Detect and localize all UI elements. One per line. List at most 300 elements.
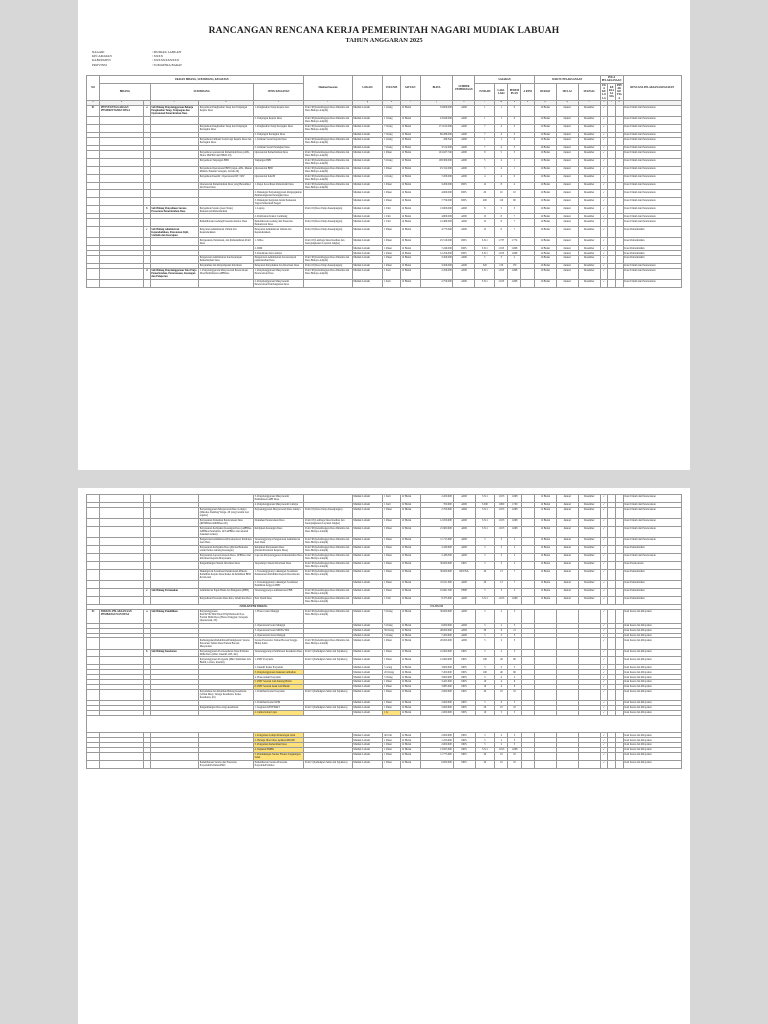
row-pihak-ketiga <box>616 518 624 526</box>
row-manfaat: Point 38 (Kelembagaan Desa Dinamis dan Desa Budaya Adaptif) <box>304 638 352 649</box>
row-uraian: 2. Operasional Guru Mengaji <box>253 623 303 628</box>
row-biaya: 12.250.000 <box>420 251 453 256</box>
row-pihak-ketiga <box>615 206 623 214</box>
table-row <box>87 657 682 665</box>
row-rencana: Kaur Umum dan Perencanaan <box>623 507 681 518</box>
row-jumlah: 12 <box>475 182 495 190</box>
table-row <box>87 182 682 190</box>
row-manfaat: Point 38 (Kelembagaan Desa Dinamis dan Desa Budaya Adaptif) <box>304 545 352 553</box>
row-bidang <box>100 158 144 166</box>
row-satuan: 12 Bulan <box>400 665 420 670</box>
row-satuan: 12 Bulan <box>400 596 420 604</box>
row-volume: 20 Orang <box>383 670 401 675</box>
row-rencana: Kaur Umum dan Perencanaan <box>623 502 681 507</box>
header-group: URAIAN BIDANG, SUB BIDANG, KEGIATAN <box>100 75 304 83</box>
row-jenis: Penyediaan Sarana (Aset Tetap) Perkantoran/Pemerintahan <box>198 206 253 214</box>
row-laki: 4 <box>495 132 508 137</box>
row-swakelola: ✓ <box>600 246 608 251</box>
row-laki: 110 <box>495 198 508 206</box>
row-sumber: ADD <box>453 518 475 526</box>
row-jumlah: 30 <box>475 628 495 633</box>
row-mulai: Januari <box>556 158 578 166</box>
row-satuan: 12 Bulan <box>400 124 420 132</box>
row-satuan: 12 Bulan <box>400 116 420 124</box>
row-manfaat <box>304 279 352 287</box>
row-rencana: Kasi Kesra dan Pelayanan <box>623 738 681 743</box>
table-row <box>87 116 682 124</box>
row-jenis: Pengelolaan/Administrasi/Inventarisasi/ Penilaian Aset Desa <box>199 538 252 545</box>
row-mulai: Januari <box>556 124 578 132</box>
row-bidang <box>100 116 144 124</box>
row-jenis: Penyediaan Insentif / Operasional RT / RW <box>198 174 253 182</box>
row-durasi: 12 Bulan <box>534 545 556 553</box>
row-sumber: ADD <box>453 150 475 158</box>
row-satuan: 12 Bulan <box>400 145 420 150</box>
row-volume: 5 Orang <box>383 158 401 166</box>
row-swakelola: ✓ <box>600 219 608 227</box>
row-sumber: ADD <box>453 263 475 268</box>
row-volume: 5 Orang <box>383 609 401 623</box>
row-sub-bidang <box>150 760 198 768</box>
row-biaya: 5.000.000 <box>420 705 453 710</box>
row-sub-no <box>144 238 151 246</box>
row-sumber: ADD <box>453 116 475 124</box>
row-sumber: ADD <box>453 227 475 238</box>
row-mulai: Januari <box>556 166 578 174</box>
row-mulai: Januari <box>556 182 578 190</box>
row-sub-no <box>144 545 151 553</box>
row-manfaat: Point 38 (Kelembagaan Desa Dinamis dan Desa Budaya Adaptif) <box>304 137 352 145</box>
row-pihak-ketiga <box>616 609 624 623</box>
row-biaya: 4.800.000 <box>420 214 453 219</box>
row-volume: 1 Kali <box>383 279 401 287</box>
row-satuan: 12 Bulan <box>400 760 420 768</box>
row-no <box>87 206 100 214</box>
row-sub-no <box>144 561 151 569</box>
row-biaya: 33.600.000 <box>420 105 453 116</box>
row-perempuan: 7 <box>508 214 521 219</box>
document-title: RANCANGAN RENCANA KERJA PEMERINTAH NAGARI MUDIAK LABUAH <box>208 26 560 36</box>
row-jumlah: 4 <box>475 174 495 182</box>
row-sub-bidang <box>150 158 198 166</box>
row-sub-no <box>144 279 151 287</box>
row-no <box>87 561 100 569</box>
row-sub-no <box>144 124 151 132</box>
row-jenis <box>198 580 253 588</box>
row-swakelola: ✓ <box>600 495 608 503</box>
row-uraian: Pelayanan Administrasi Umum dan Kependudukan <box>253 227 303 238</box>
row-volume: 1 Kali <box>383 495 401 503</box>
row-jenis: Pembangunan/Rehabilitasi/Peningkatan/ Sarana Prasarana Taman Desa/Taman Bacaan Masyarakat <box>198 638 253 649</box>
row-swakelola: ✓ <box>600 561 608 569</box>
row-biaya: 80.286.000 <box>420 132 453 137</box>
row-jenis: Penyusunan Laporan Kepala Desa, LPPDesa dan Informasi Kepada Masyarakat <box>198 553 253 561</box>
plan-table-page-2 <box>86 494 682 769</box>
row-bidang <box>100 588 144 596</box>
row-laki: 3 <box>495 537 508 545</box>
row-perempuan: 2 <box>508 561 521 569</box>
row-rencana: Kaur Umum dan Perencanaan <box>623 495 681 503</box>
row-durasi: 12 Bulan <box>534 246 556 251</box>
row-sumber: ADD <box>453 214 475 219</box>
row-durasi: 12 Bulan <box>534 158 556 166</box>
row-artm <box>521 158 534 166</box>
row-biaya: 21.900.000 <box>420 526 453 537</box>
table-row <box>87 495 682 503</box>
row-manfaat: Point 38 (Kelembagaan Desa Dinamis dan Desa Budaya Adaptif) <box>304 124 352 132</box>
row-lokasi: Mudiak Labuah <box>352 638 383 649</box>
row-biaya: 25.312.000 <box>420 166 453 174</box>
row-lokasi: Mudiak Labuah <box>352 628 383 633</box>
row-volume: 1 Paket <box>383 700 401 705</box>
row-kerjasama <box>608 279 616 287</box>
row-swakelola: ✓ <box>600 609 608 623</box>
row-durasi: 12 Bulan <box>534 537 556 545</box>
row-sub-bidang <box>150 752 198 760</box>
row-durasi <box>534 689 556 700</box>
row-uraian: 1. Penyelenggaraan Musyawarah Perencanaan Desa <box>253 268 303 279</box>
row-selesai: Desember <box>578 174 600 182</box>
row-artm <box>521 124 534 132</box>
row-selesai: Desember <box>578 145 600 150</box>
row-perempuan: 0 <box>508 174 521 182</box>
row-mulai: Januari <box>556 537 578 545</box>
row-durasi: 12 Bulan <box>534 596 556 604</box>
row-lokasi: Mudiak Labuah <box>352 507 383 518</box>
row-manfaat: Point 38 (Kelembagaan Desa Dinamis dan Desa Budaya Adaptif) <box>304 150 352 158</box>
table-row <box>87 198 682 206</box>
row-perempuan: 0 <box>508 137 521 145</box>
row-mulai: Januari <box>556 246 578 251</box>
row-pihak-ketiga <box>616 553 624 561</box>
row-pihak-ketiga <box>616 526 624 537</box>
row-volume: 1 Paket <box>383 545 401 553</box>
row-swakelola: ✓ <box>600 182 608 190</box>
row-laki: 5 <box>495 206 508 214</box>
row-lokasi: Mudiak Labuah <box>352 166 383 174</box>
row-jumlah: 3.511 <box>475 238 495 246</box>
row-perempuan: 1.698 <box>508 246 521 251</box>
row-manfaat: Point 38 (Kelembagaan Desa Dinamis dan Desa Budaya Adaptif) <box>304 553 352 561</box>
row-manfaat: Point 38 (Kelembagaan Desa Dinamis dan Desa Budaya Adaptif) <box>304 105 352 116</box>
row-swakelola: ✓ <box>600 752 608 760</box>
row-swakelola: ✓ <box>600 700 608 705</box>
row-artm <box>521 537 534 545</box>
row-volume: 1 Unit <box>383 219 401 227</box>
row-swakelola: ✓ <box>600 623 608 628</box>
row-durasi: 12 Bulan <box>534 561 556 569</box>
row-lokasi: Mudiak Labuah <box>352 124 383 132</box>
row-biaya: 2.000.000 <box>420 700 453 705</box>
row-satuan: 12 Bulan <box>400 263 420 268</box>
row-selesai: Desember <box>578 588 600 596</box>
row-satuan: 12 Bulan <box>400 680 420 685</box>
row-jumlah: 5 <box>475 553 495 561</box>
row-satuan: 12 Bulan <box>400 526 420 537</box>
row-jenis: Penyusunan Kebijakan Desa (Perdes/Perkades selain Perdes tentang Keuangan) <box>198 545 253 553</box>
row-jenis: Penyusunan, Pendataan, dan Pemutakhiran Profil Desa <box>198 238 253 246</box>
row-laki: 3 <box>495 256 508 264</box>
row-satuan: 12 Bulan <box>400 206 420 214</box>
header-perempuan: PEREMPUAN <box>508 83 521 100</box>
row-sumber: DDS <box>453 657 475 665</box>
row-manfaat: Point 3 (Kehidupan Sehat dan Sejahtera) <box>304 705 352 710</box>
row-swakelola: ✓ <box>600 150 608 158</box>
row-volume: 1 Orang <box>383 137 401 145</box>
table-row <box>87 219 682 227</box>
row-biaya: 13.000.000 <box>420 206 453 214</box>
row-sumber: ADD <box>453 545 475 553</box>
row-swakelola: ✓ <box>600 132 608 137</box>
row-jenis: Penyediaan Penghasilan Tetap dan Tunjangan Kepala Desa <box>198 105 253 116</box>
row-sumber: ADD <box>453 628 475 633</box>
row-artm <box>521 609 534 623</box>
row-lokasi: Mudiak Labuah <box>352 752 383 760</box>
header-durasi: DURASI <box>534 83 556 100</box>
row-satuan: 12 Bulan <box>400 569 420 580</box>
row-uraian: Terselenggaranya Pembinaan Kesehatan Desa <box>253 649 303 657</box>
row-mulai: Januari <box>556 116 578 124</box>
row-manfaat: Point 18 (Lembaga Desa Kualitas dan Keterjangkauan Layanan Jangka) <box>304 518 352 526</box>
row-perempuan: 6 <box>508 684 521 689</box>
row-sumber: DDS <box>453 246 475 251</box>
row-sumber: ADD <box>453 596 475 604</box>
row-sub-bidang <box>150 526 198 537</box>
row-uraian: 1. Penghasilan Tetap Kepala desa <box>253 105 303 116</box>
row-satuan: 12 Bulan <box>400 158 420 166</box>
row-satuan: 12 Bulan <box>400 752 420 760</box>
row-biaya: 3.600.000 <box>420 665 453 670</box>
row-rencana: Kaur Umum dan Perencanaan <box>623 537 681 545</box>
row-mulai: Januari <box>556 150 578 158</box>
row-jenis: Penyuluhan dan Pelatihan Bidang Kesehatan (Untuk Masy, Tenaga Kesehatan, Kader Kesehatan, dll) <box>198 689 253 700</box>
row-volume: 40 Unit <box>383 733 401 738</box>
row-swakelola: ✓ <box>600 526 608 537</box>
row-laki: 3 <box>495 561 508 569</box>
row-uraian: 3. Operasional Guru MDTA/TPA <box>253 628 303 633</box>
row-rencana: Kaur Pemerintahan <box>623 238 681 246</box>
row-no <box>87 150 100 158</box>
row-artm <box>521 198 534 206</box>
row-bidang <box>100 537 144 545</box>
row-volume: 1 Paket <box>383 588 401 596</box>
row-no <box>87 580 100 588</box>
row-durasi: 12 Bulan <box>534 507 556 518</box>
row-biaya: 10.961.500 <box>420 588 453 596</box>
row-durasi <box>534 649 556 657</box>
row-volume: 1 Paket <box>383 569 401 580</box>
row-sub-no <box>144 689 151 700</box>
row-jumlah: 3.511 <box>475 747 495 752</box>
row-jenis <box>198 190 253 198</box>
row-jumlah: 20 <box>475 580 495 588</box>
row-jumlah: 5 <box>475 158 495 166</box>
row-pihak-ketiga <box>616 689 624 700</box>
row-pihak-ketiga <box>615 279 623 287</box>
row-sumber: ADD <box>453 507 475 518</box>
row-sub-bidang: Sub Bidang Penyelenggaraan Tata Praja Pemerintahan, Perencanaan, Keuangan dan Pelaporan <box>150 268 198 279</box>
row-volume: 1 Paket <box>383 227 401 238</box>
table-row <box>87 174 682 182</box>
row-sub-no <box>144 495 151 503</box>
row-swakelola: ✓ <box>600 738 608 743</box>
row-selesai <box>578 609 600 623</box>
row-manfaat: Point 38 (Kelembagaan Desa Dinamis dan Desa Budaya Adaptif) <box>304 182 352 190</box>
row-biaya: 3.425.000 <box>420 680 453 685</box>
row-sumber: DDS <box>453 561 475 569</box>
row-satuan: 12 Bulan <box>400 623 420 628</box>
row-laki: 1.813 <box>495 268 508 279</box>
row-manfaat: Point 38 (Kelembagaan Desa Dinamis dan Desa Budaya Adaptif) <box>304 174 352 182</box>
row-kerjasama <box>608 752 616 760</box>
row-durasi: 12 Bulan <box>534 214 556 219</box>
row-uraian: 2. Dukungan Penyelenggaraan Pengangkutan Pemberangkatan Perangkat Desa <box>253 190 303 198</box>
row-manfaat <box>304 495 352 503</box>
table-row <box>87 227 682 238</box>
row-uraian: 5. PMT Sasaran Gizi Kurang Balita <box>253 680 303 685</box>
header-no: NO <box>87 75 100 100</box>
row-laki: 1.813 <box>495 246 508 251</box>
row-kerjasama <box>608 561 616 569</box>
row-laki: 4 <box>495 680 508 685</box>
row-biaya: 2.000.000 <box>420 710 453 715</box>
row-biaya: 6.000.000 <box>420 623 453 628</box>
row-sumber: ADD <box>453 137 475 145</box>
column-number: k <box>453 101 475 106</box>
row-rencana: Kasi Kesra dan Pelayanan <box>623 609 681 623</box>
row-sub-bidang <box>150 238 198 246</box>
row-pihak-ketiga <box>616 638 624 649</box>
row-satuan: 12 Bulan <box>400 700 420 705</box>
row-swakelola: ✓ <box>600 507 608 518</box>
row-selesai: Desember <box>578 219 600 227</box>
row-swakelola: ✓ <box>600 760 608 768</box>
table-row <box>87 105 682 116</box>
row-satuan: 12 Bulan <box>400 198 420 206</box>
row-sumber: DDS <box>453 689 475 700</box>
row-perempuan: 5 <box>508 665 521 670</box>
row-mulai: Januari <box>556 137 578 145</box>
row-pihak-ketiga <box>616 596 624 604</box>
row-kerjasama <box>608 238 616 246</box>
row-manfaat: Point 38 (Kelembagaan Desa Dinamis dan Desa Budaya Adaptif) <box>304 158 352 166</box>
row-mulai: Januari <box>556 174 578 182</box>
row-rencana: Kaur Umum dan Perencanaan <box>623 158 681 166</box>
row-artm <box>521 182 534 190</box>
row-selesai <box>578 649 600 657</box>
row-manfaat: Point 18 (Desa Tanpa Kesenjangan) <box>304 507 352 518</box>
row-biaya: 101.627.740 <box>420 150 453 158</box>
row-sumber: ADD <box>453 219 475 227</box>
row-rencana: Kaur Umum dan Perencanaan <box>623 124 681 132</box>
row-no <box>87 526 100 537</box>
row-laki: 5 <box>495 710 508 715</box>
row-lokasi: Mudiak Labuah <box>352 684 383 689</box>
row-jumlah: 8 <box>475 206 495 214</box>
row-manfaat: Point 18 (Desa Tanpa Kesenjangan) <box>304 219 352 227</box>
row-volume: 4 Orang <box>383 174 401 182</box>
row-rencana: Kasi Kesra dan Pelayanan <box>623 633 681 638</box>
row-jenis <box>198 752 253 760</box>
row-uraian: 2. IDM <box>253 246 303 251</box>
row-swakelola: ✓ <box>600 747 608 752</box>
row-kerjasama <box>608 219 616 227</box>
row-swakelola: ✓ <box>600 684 608 689</box>
row-selesai: Desember <box>578 251 600 256</box>
row-perempuan: 10 <box>508 705 521 710</box>
row-uraian: Pemeliharaan Sarana Prasarana Posyandu/Polindes <box>253 760 303 768</box>
row-jumlah: 10 <box>475 680 495 685</box>
row-uraian: Terselenggaranya Administrasi PBB <box>253 588 303 596</box>
row-pihak-ketiga <box>616 569 624 580</box>
row-volume: 1 Paket <box>383 760 401 768</box>
row-manfaat <box>304 198 352 206</box>
row-no <box>87 174 100 182</box>
row-sub-no <box>144 190 151 198</box>
row-perempuan: 10 <box>508 689 521 700</box>
row-uraian: 2. Insentif Kader Posyandu <box>253 665 303 670</box>
row-rencana: Kaur Umum dan Perencanaan <box>623 219 681 227</box>
row-sub-no <box>144 657 151 665</box>
row-perempuan: 10 <box>508 190 521 198</box>
table-row <box>87 638 682 649</box>
row-jenis: Pemeliharaan Sarana dan Prasarana Posyandu/Polindes/PKD <box>198 760 253 768</box>
row-durasi: 12 Bulan <box>534 279 556 287</box>
row-pihak-ketiga <box>615 166 623 174</box>
row-volume: 1 Paket <box>383 526 401 537</box>
row-perempuan: 60 <box>508 657 521 665</box>
row-sub-no <box>144 518 151 526</box>
row-bidang <box>100 561 144 569</box>
row-artm <box>521 657 534 665</box>
row-perempuan: 2 <box>508 256 521 264</box>
row-mulai: Januari <box>556 263 578 268</box>
row-satuan: 12 Bulan <box>400 747 420 752</box>
row-swakelola: ✓ <box>600 633 608 638</box>
row-biaya: 23.040.000 <box>420 116 453 124</box>
row-laki: 1.813 <box>495 251 508 256</box>
row-jenis <box>198 279 253 287</box>
subtotal-label: JUMLAH PER BIDANG <box>87 604 421 609</box>
row-rencana: Kaur Umum dan Perencanaan <box>623 268 681 279</box>
row-satuan: 12 Bulan <box>400 132 420 137</box>
row-jumlah: 5 <box>475 638 495 649</box>
row-manfaat: Point 3 (Kehidupan Sehat dan Sejahtera) <box>304 649 352 657</box>
row-rencana: Kaur Umum dan Perencanaan <box>623 150 681 158</box>
row-durasi <box>534 657 556 665</box>
row-uraian: Penyelenggaraan Musyawarah Desa lainnya <box>253 507 303 518</box>
row-artm <box>521 561 534 569</box>
row-artm <box>521 553 534 561</box>
row-pihak-ketiga <box>615 268 623 279</box>
row-biaya: 3.600.000 <box>420 675 453 680</box>
row-selesai: Desember <box>578 105 600 116</box>
row-volume: 1 Paket <box>383 680 401 685</box>
row-perempuan: 1.698 <box>508 526 521 537</box>
row-satuan: 12 Bulan <box>400 268 420 279</box>
row-swakelola: ✓ <box>600 105 608 116</box>
row-swakelola: ✓ <box>600 588 608 596</box>
row-satuan: 12 Bulan <box>400 150 420 158</box>
spacer-cell <box>87 715 682 733</box>
row-sub-no <box>144 638 151 649</box>
row-durasi: 12 Bulan <box>534 227 556 238</box>
row-mulai: Januari <box>556 268 578 279</box>
row-kerjasama <box>608 638 616 649</box>
table-row <box>87 124 682 132</box>
row-rencana: Kasi Kesra dan Pelayanan <box>623 684 681 689</box>
row-manfaat <box>304 752 352 760</box>
